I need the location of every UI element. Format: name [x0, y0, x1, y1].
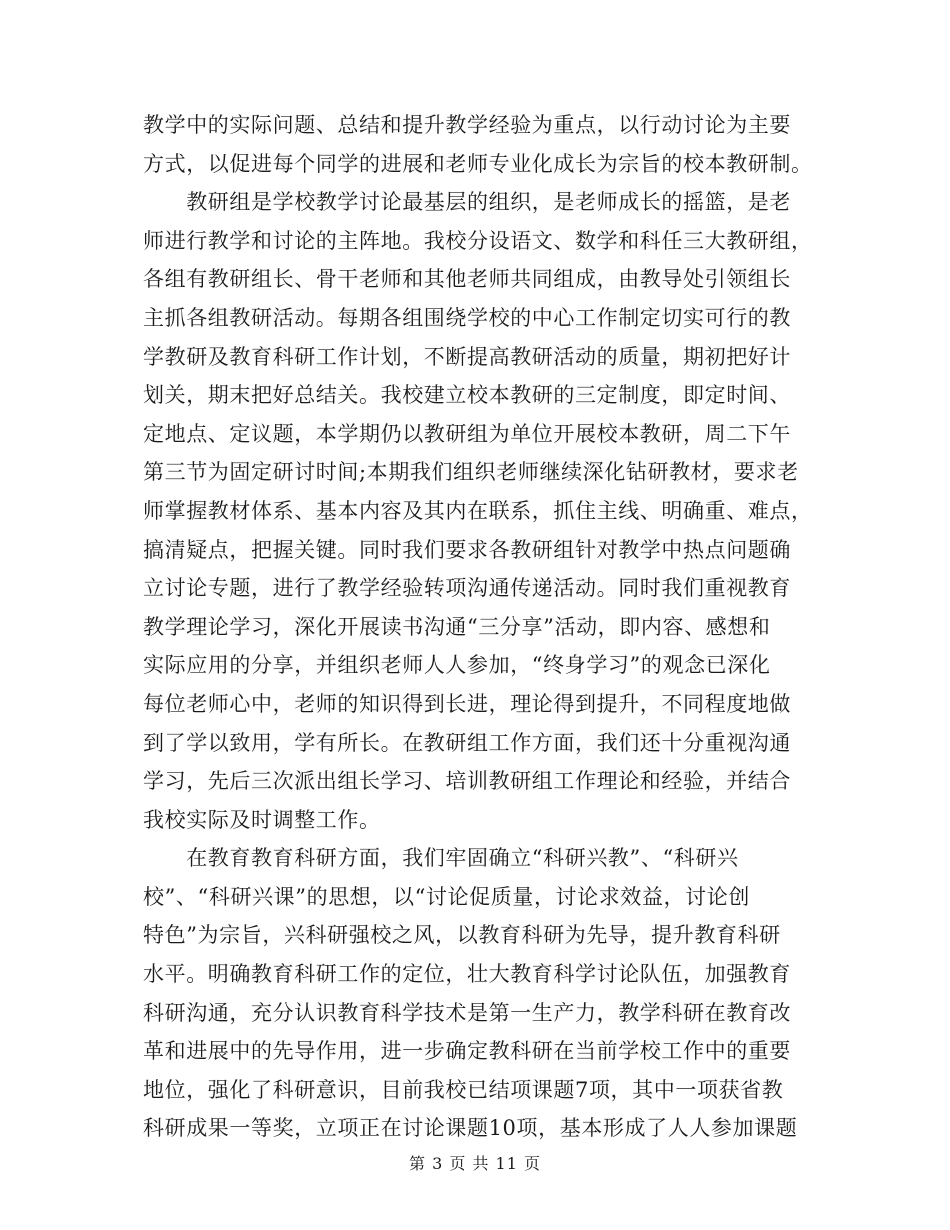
- text-line: 实际应用的分享，并组织老师人人参加，“终身学习”的观念已深化: [143, 653, 771, 678]
- text-line: 教研组是学校教学讨论最基层的组织，是老师成长的摇篮，是老: [143, 190, 791, 215]
- text-line: 定地点、定议题，本学期仍以教研组为单位开展校本教研，周二下午: [143, 421, 791, 446]
- text-line: 师掌握教材体系、基本内容及其内在联系，抓住主线、明确重、难点，: [143, 498, 813, 523]
- text-line: 方式，以促进每个同学的进展和老师专业化成长为宗旨的校本教研制。: [143, 151, 813, 176]
- text-line: 学教研及教育科研工作计划，不断提高教研活动的质量，期初把好计: [143, 344, 791, 369]
- page-number-footer: 第 3 页 共 11 页: [409, 1154, 541, 1173]
- text-line: 水平。明确教育科研工作的定位，壮大教育科学讨论队伍，加强教育: [143, 962, 791, 987]
- text-line: 到了学以致用，学有所长。在教研组工作方面，我们还十分重视沟通: [143, 730, 791, 755]
- text-line: 各组有教研组长、骨干老师和其他老师共同组成，由教导处引领组长: [143, 267, 791, 292]
- text-line: 教学中的实际问题、总结和提升教学经验为重点，以行动讨论为主要: [143, 113, 791, 137]
- text-line: 划关，期末把好总结关。我校建立校本教研的三定制度，即定时间、: [143, 383, 791, 408]
- text-line: 学习，先后三次派出组长学习、培训教研组工作理论和经验，并结合: [143, 769, 791, 794]
- text-line: 科研成果一等奖，立项正在讨论课题10项，基本形成了人人参加课题: [143, 1116, 798, 1141]
- text-line: 主抓各组教研活动。每期各组围绕学校的中心工作制定切实可行的教: [143, 305, 791, 330]
- text-line: 搞清疑点，把握关键。同时我们要求各教研组针对教学中热点问题确: [143, 537, 791, 562]
- text-line: 革和进展中的先导作用，进一步确定教科研在当前学校工作中的重要: [143, 1039, 791, 1064]
- text-line: 立讨论专题，进行了教学经验转项沟通传递活动。同时我们重视教育: [143, 576, 791, 601]
- text-line: 校”、“科研兴课”的思想，以“讨论促质量，讨论求效益，讨论创: [143, 884, 750, 909]
- text-line: 每位老师心中，老师的知识得到长进，理论得到提升，不同程度地做: [143, 691, 791, 716]
- body-text: [143, 106, 813, 1148]
- text-line: 科研沟通，充分认识教育科学技术是第一生产力，教学科研在教育改: [143, 1000, 791, 1025]
- text-line: 师进行教学和讨论的主阵地。我校分设语文、数学和科任三大教研组，: [143, 228, 813, 253]
- text-line: 我校实际及时调整工作。: [143, 807, 381, 832]
- text-line: 第三节为固定研讨时间;本期我们组织老师继续深化钻研教材，要求老: [143, 460, 799, 485]
- text-line: 地位，强化了科研意识，目前我校已结项课题7项，其中一项获省教: [143, 1077, 784, 1102]
- text-line: 在教育教育科研方面，我们牢固确立“科研兴教”、“科研兴: [143, 846, 739, 871]
- text-line: 特色”为宗旨，兴科研强校之风，以教育科研为先导，提升教育科研: [143, 923, 781, 948]
- text-line: 教学理论学习，深化开展读书沟通“三分享”活动，即内容、感想和: [143, 614, 771, 639]
